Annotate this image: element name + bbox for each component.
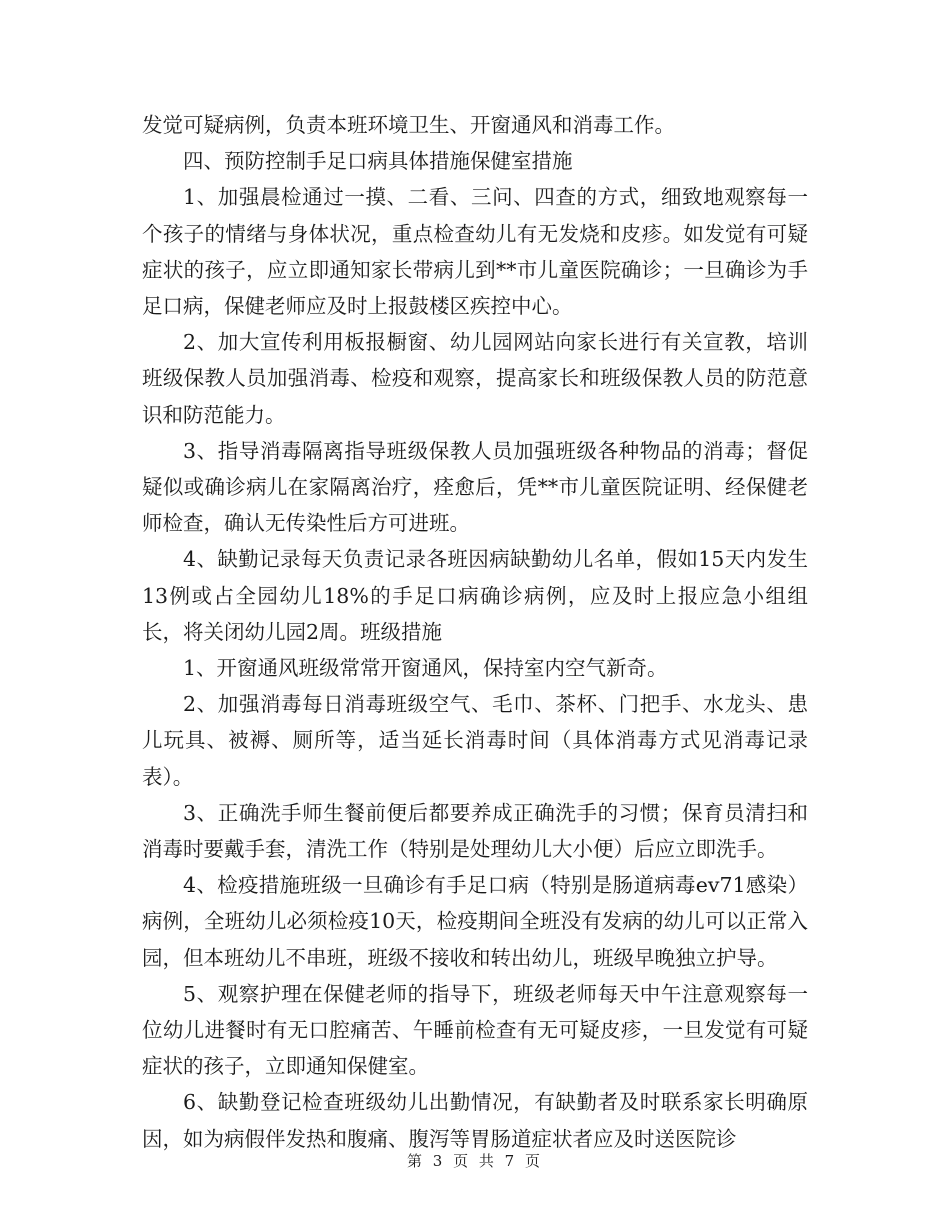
paragraph-ventilation: 1、开窗通风班级常常开窗通风，保持室内空气新奇。	[183, 656, 668, 681]
paragraph-continuation: 发觉可疑病例，负责本班环境卫生、开窗通风和消毒工作。	[142, 113, 675, 137]
paragraph-hand-washing: 3、正确洗手师生餐前便后都要养成正确洗手的习惯；保育员清扫和消毒时要戴手套，清洗工作（特别是处理幼儿大小便）后应立即洗手。	[142, 800, 808, 862]
section-heading-prevention: 四、预防控制手足口病具体措施保健室措施	[183, 149, 573, 174]
paragraph-disinfection-guidance: 3、指导消毒隔离指导班级保教人员加强班级各种物品的消毒；督促疑似或确诊病儿在家隔离治疗，痊愈后，凭**市儿童医院证明、经保健老师检查，确认无传染性后方可进班。	[142, 438, 808, 536]
page-number-footer: 第 3 页 共 7 页	[407, 1152, 543, 1170]
paragraph-absence-record: 4、缺勤记录每天负责记录各班因病缺勤幼儿名单，假如15天内发生13例或占全园幼儿18%的手足口病确诊病例，应及时上报应急小组组长，将关闭幼儿园2周。班级措施	[142, 547, 808, 644]
paragraph-quarantine: 4、检疫措施班级一旦确诊有手足口病（特别是肠道病毒ev71感染）病例，全班幼儿必须检疫10天，检疫期间全班没有发病的幼儿可以正常入园，但本班幼儿不串班，班级不接收和转出幼儿，班级早晚独立护导。	[142, 873, 808, 970]
paragraph-attendance: 6、缺勤登记检查班级幼儿出勤情况，有缺勤者及时联系家长明确原因，如为病假伴发热和腹痛、腹泻等胃肠道症状者应及时送医院诊	[142, 1090, 808, 1151]
paragraph-publicity: 2、加大宣传利用板报橱窗、幼儿园网站向家长进行有关宣教，培训班级保教人员加强消毒、检疫和观察，提高家长和班级保教人员的防范意识和防范能力。	[142, 330, 808, 427]
paragraph-morning-check: 1、加强晨检通过一摸、二看、三问、四查的方式，细致地观察每一个孩子的情绪与身体状况，重点检查幼儿有无发烧和皮疹。如发觉有可疑症状的孩子，应立即通知家长带病儿到**市儿童医院确诊；一旦确诊为手足口病，保健老师应及时上报鼓楼区疾控中心。	[142, 185, 808, 319]
paragraph-observation: 5、观察护理在保健老师的指导下，班级老师每天中午注意观察每一位幼儿进餐时有无口腔痛苦、午睡前检查有无可疑皮疹，一旦发觉有可疑症状的孩子，立即通知保健室。	[142, 981, 808, 1079]
document-body	[142, 107, 808, 1157]
paragraph-daily-disinfection: 2、加强消毒每日消毒班级空气、毛巾、茶杯、门把手、水龙头、患儿玩具、被褥、厕所等，适当延长消毒时间（具体消毒方式见消毒记录表）。	[142, 692, 808, 789]
